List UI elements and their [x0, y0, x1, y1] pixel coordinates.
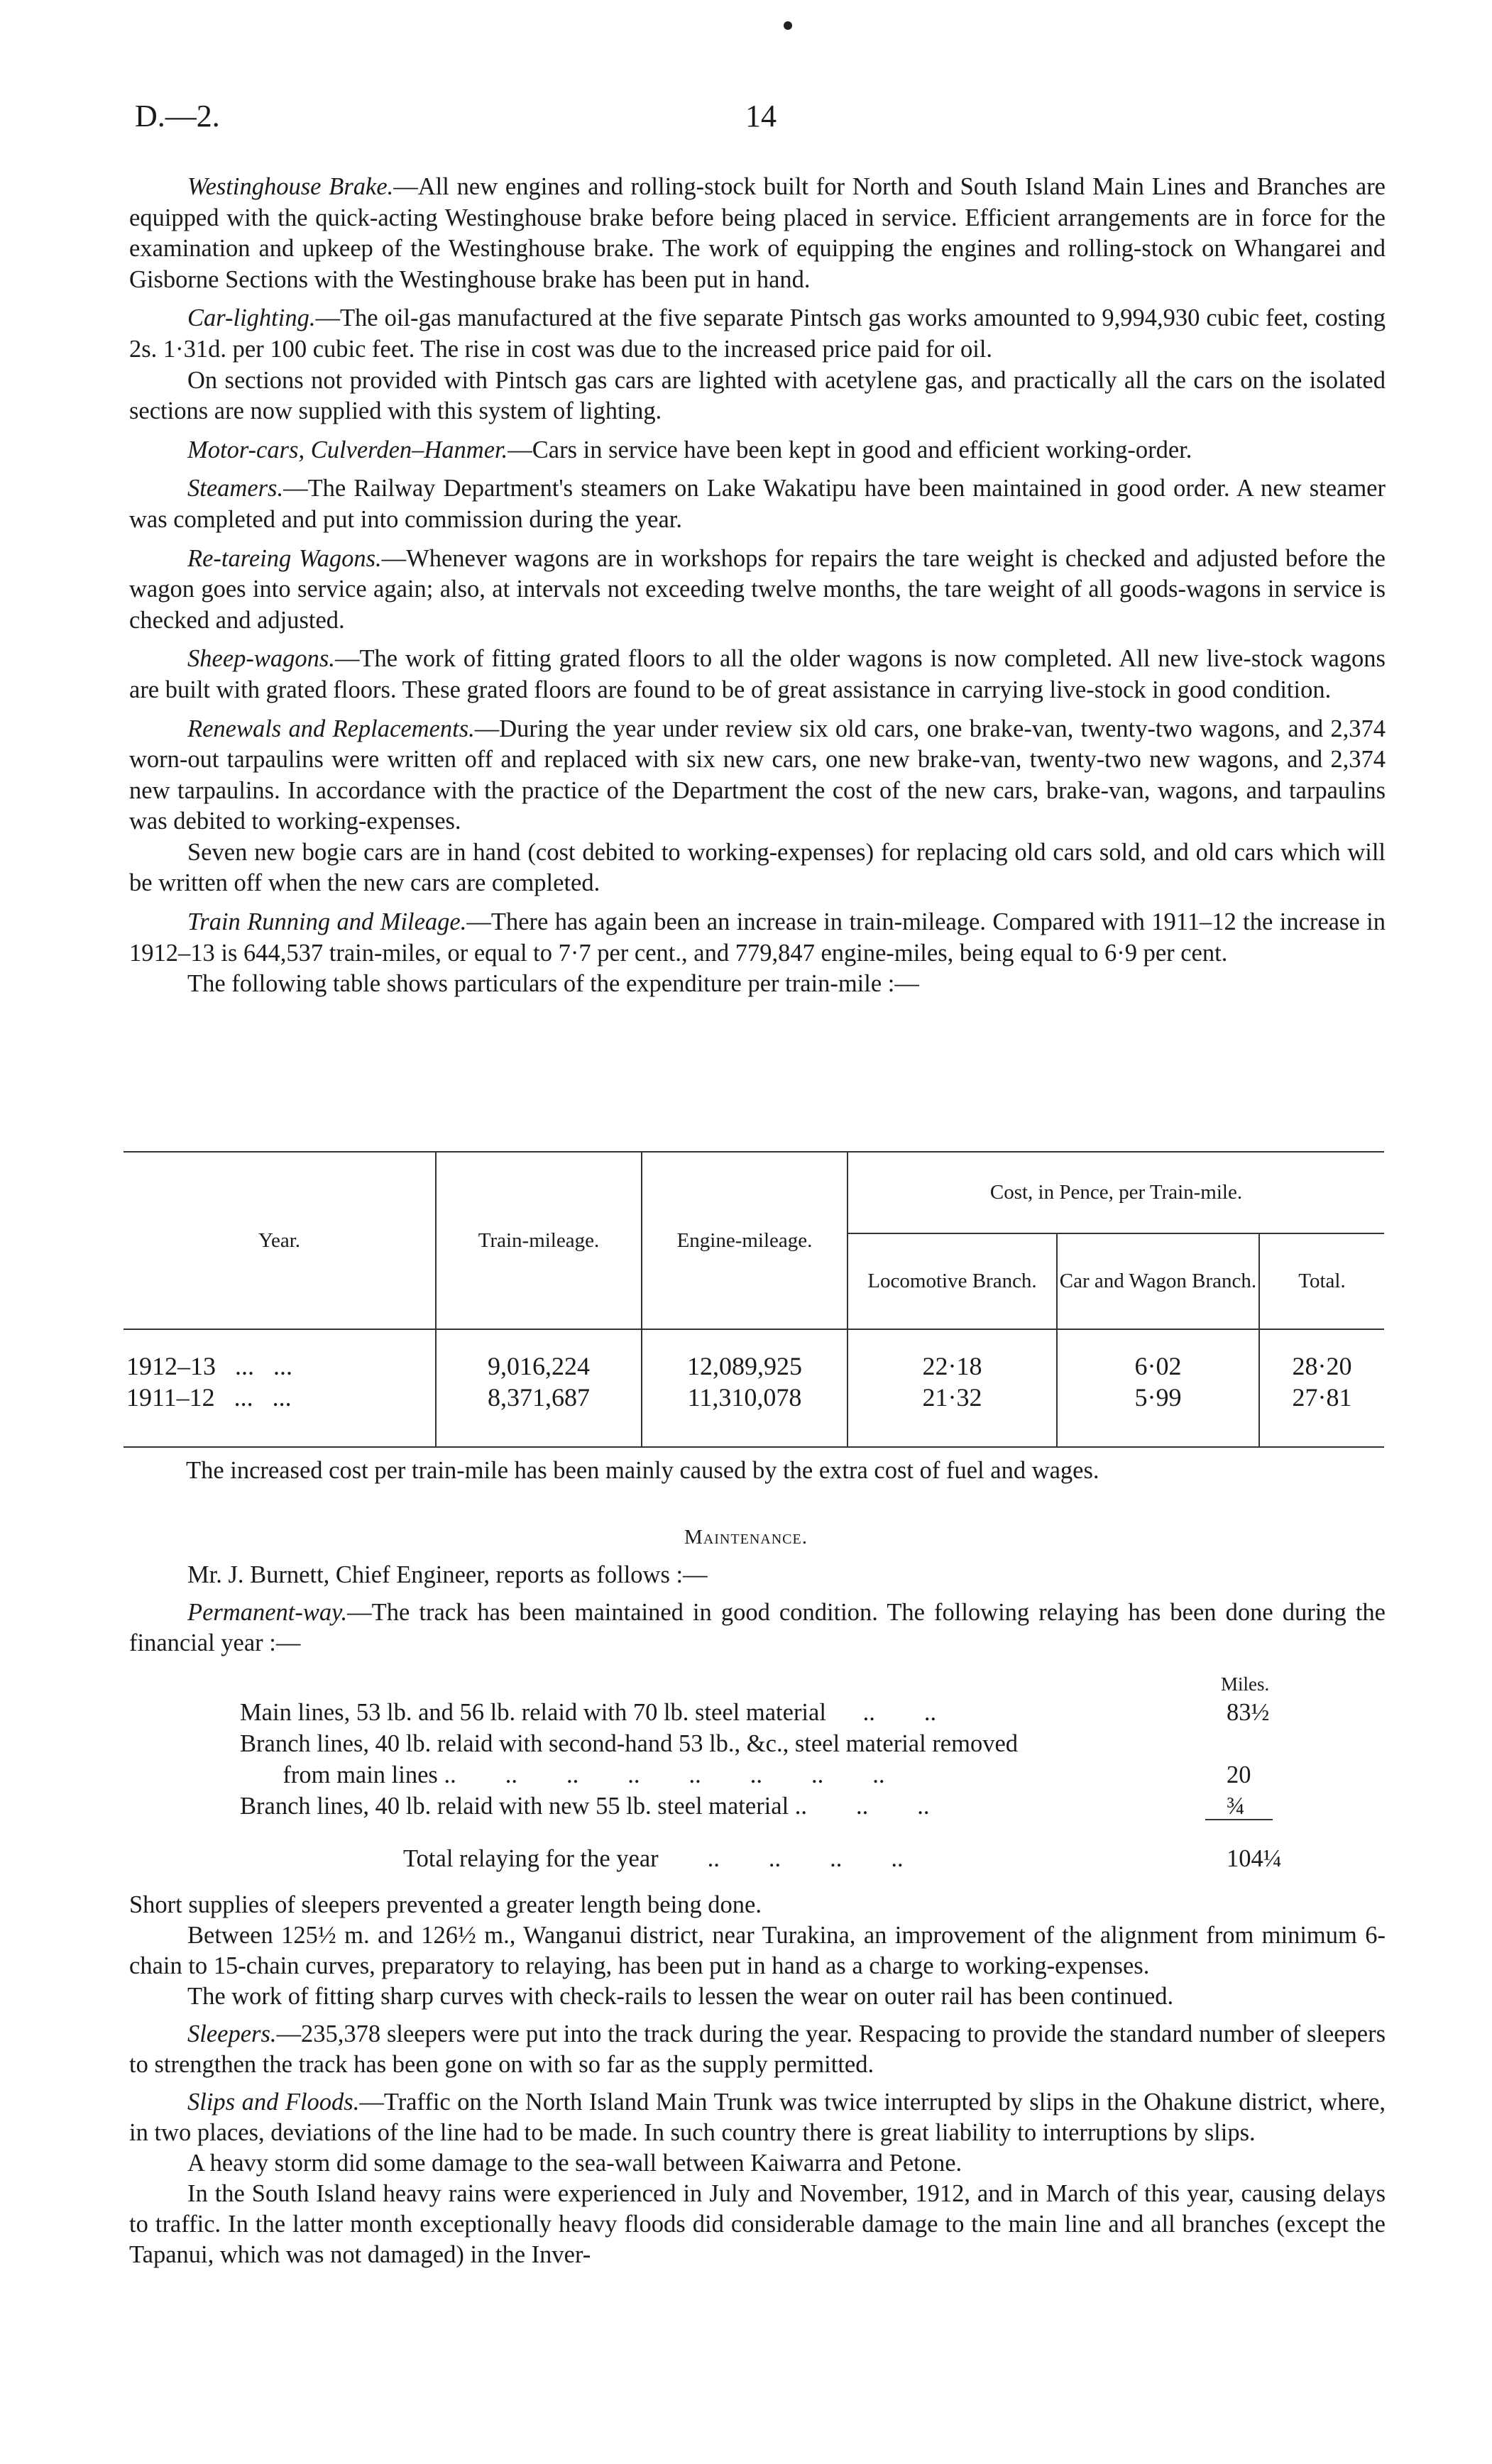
cell-year: 1911–12 ... ... — [126, 1383, 292, 1412]
paragraph-steamers: Steamers.—The Railway Department's steamers on Lake Wakatipu have been maintained in good order. A new steamer was completed and put into commission during the year. — [129, 475, 1386, 533]
table-row — [124, 1382, 1384, 1413]
paragraph-sheep-wagons: Sheep-wagons.—The work of fitting grated floors to all the older wagons is now completed. All new live-stock wagons are built with grated floors. These grated floors are found to be of great assistance in carrying live-stock in good condition. — [129, 645, 1386, 703]
header-year: Year. — [258, 1228, 301, 1252]
page-header — [135, 98, 1357, 141]
document-reference: D.—2. — [135, 99, 220, 133]
paragraph-car-lighting: Car-lighting.—The oil-gas manufactured at the five separate Pintsch gas works amounted to 9,994,930 cubic feet, costing 2s. 1·31d. per 100 cubic feet. The rise in cost was due to the increased price paid for oil. — [129, 304, 1386, 363]
cell-locomotive: 21·32 — [848, 1382, 1057, 1413]
maintenance-intro — [129, 1560, 1386, 1659]
paragraph-train-running: Train Running and Mileage.—There has again been an increase in train-mileage. Compared with 1911–12 the increase in 1912–13 is 644,537 train-miles, or equal to 7·7 per cent., and 779,847 engine-miles, being equal to 6·9 per cent. — [129, 908, 1386, 967]
page-number: 14 — [745, 99, 777, 133]
printer-mark — [784, 21, 792, 30]
total-rule — [1205, 1819, 1273, 1820]
header-cost-group: Cost, in Pence, per Train-mile. — [848, 1152, 1384, 1233]
list-item: Branch lines, 40 lb. relaid with second-hand 53 lb., &c., steel material removed — [240, 1730, 1019, 1757]
paragraph-storm: A heavy storm did some damage to the sea-wall between Kaiwarra and Petone. — [187, 2150, 962, 2177]
table-row — [124, 1351, 1384, 1382]
paragraph-re-tareing: Re-tareing Wagons.—Whenever wagons are in workshops for repairs the tare weight is checked and adjusted before the wagon goes into service again; also, at intervals not exceeding twelve months, the tare weight of all goods-wagons in service is checked and adjusted. — [129, 544, 1386, 634]
closing-text — [129, 1890, 1386, 2270]
header-engine-mileage: Engine-mileage. — [642, 1152, 848, 1329]
section-heading-maintenance: Maintenance. — [684, 1526, 808, 1549]
list-item: from main lines .. .. .. .. .. .. .. .. 20 — [240, 1761, 1251, 1788]
expenditure-table-container — [124, 1151, 1384, 1448]
paragraph-slips-floods: Slips and Floods.—Traffic on the North Island Main Trunk was twice interrupted by slips in the Ohakune district, where, in two places, deviations of the line had to be made. In such country there is great liability to interruptions by slips. — [129, 2089, 1386, 2146]
list-item: Branch lines, 40 lb. relaid with new 55 lb. steel material .. .. .. ¾ — [240, 1793, 1245, 1820]
miles-column-label: Miles. — [1221, 1673, 1270, 1695]
paragraph-sleepers: Sleepers.—235,378 sleepers were put into the track during the year. Respacing to provide the standard number of sleepers to strengthen the track has been gone on with so far as the supply permitted. — [129, 2020, 1386, 2078]
paragraph-turakina: Between 125½ m. and 126½ m., Wanganui district, near Turakina, an improvement of the alignment from minimum 6-chain to 15-chain curves, preparatory to relaying, has been put in hand as a charge to working-expenses. — [129, 1922, 1386, 1979]
paragraph-bogie-cars: Seven new bogie cars are in hand (cost debited to working-expenses) for replacing old cars sold, and old cars which will be written off when the new cars are completed. — [129, 838, 1386, 897]
cell-car-wagon: 6·02 — [1057, 1351, 1259, 1382]
paragraph-south-island: In the South Island heavy rains were experienced in July and November, 1912, and in March of this year, causing delays to traffic. In the latter month exceptionally heavy floods did considerable damage to the main line and all branches (except the Tapanui, which was not damaged) in the Inver- — [129, 2180, 1386, 2268]
relaying-list — [240, 1699, 1283, 1876]
header-car-wagon-branch: Car and Wagon Branch. — [1057, 1233, 1259, 1329]
cell-car-wagon: 5·99 — [1057, 1382, 1259, 1413]
list-item: Main lines, 53 lb. and 56 lb. relaid with 70 lb. steel material .. .. 83½ — [240, 1699, 1270, 1726]
cell-total: 27·81 — [1259, 1382, 1384, 1413]
paragraph-short-supplies: Short supplies of sleepers prevented a greater length being done. — [129, 1891, 762, 1918]
cell-year: 1912–13 ... ... — [126, 1352, 292, 1380]
paragraph-table-intro: The following table shows particulars of the expenditure per train-mile :— — [187, 970, 919, 998]
relaying-total: Total relaying for the year .. .. .. .. 104¼ — [403, 1845, 1282, 1872]
paragraph-acetylene: On sections not provided with Pintsch gas cars are lighted with acetylene gas, and practically all the cars on the isolated sections are now supplied with this system of lighting. — [129, 366, 1386, 425]
cell-train-mileage: 9,016,224 — [436, 1351, 642, 1382]
cell-train-mileage: 8,371,687 — [436, 1382, 642, 1413]
header-total: Total. — [1259, 1233, 1384, 1329]
header-locomotive-branch: Locomotive Branch. — [848, 1233, 1057, 1329]
paragraph-chief-engineer: Mr. J. Burnett, Chief Engineer, reports as follows :— — [187, 1561, 708, 1588]
paragraph-permanent-way: Permanent-way.—The track has been maintained in good condition. The following relaying has been done during the financial year :— — [129, 1599, 1386, 1656]
cell-locomotive: 22·18 — [848, 1351, 1057, 1382]
table-note: The increased cost per train-mile has been mainly caused by the extra cost of fuel and wages. — [186, 1457, 1099, 1484]
cell-engine-mileage: 12,089,925 — [642, 1351, 848, 1382]
cell-engine-mileage: 11,310,078 — [642, 1382, 848, 1413]
paragraph-westinghouse: Westinghouse Brake.—All new engines and rolling-stock built for North and South Island Main Lines and Branches are equipped with the quick-acting Westinghouse brake before being placed in service. Efficient arrangements are in force for the examination and upkeep of the Westinghouse brake. The work of equipping the engines and rolling-stock on Whangarei and Gisborne Sections with the Westinghouse brake has been put in hand. — [129, 173, 1386, 293]
cell-total: 28·20 — [1259, 1351, 1384, 1382]
expenditure-table — [124, 1151, 1384, 1448]
paragraph-check-rails: The work of fitting sharp curves with check-rails to lessen the wear on outer rail has been continued. — [187, 1983, 1174, 2010]
paragraph-renewals: Renewals and Replacements.—During the year under review six old cars, one brake-van, twenty-two wagons, and 2,374 worn-out tarpaulins were written off and replaced with six new cars, one new brake-van, twenty-two new wagons, and 2,374 new tarpaulins. In accordance with the practice of the Department the cost of the new cars, brake-van, wagons, and tarpaulins was debited to working-expenses. — [129, 715, 1386, 835]
header-train-mileage: Train-mileage. — [436, 1152, 642, 1329]
paragraph-motor-cars: Motor-cars, Culverden–Hanmer.—Cars in service have been kept in good and efficient working-order. — [187, 436, 1192, 463]
body-text — [129, 172, 1386, 1000]
